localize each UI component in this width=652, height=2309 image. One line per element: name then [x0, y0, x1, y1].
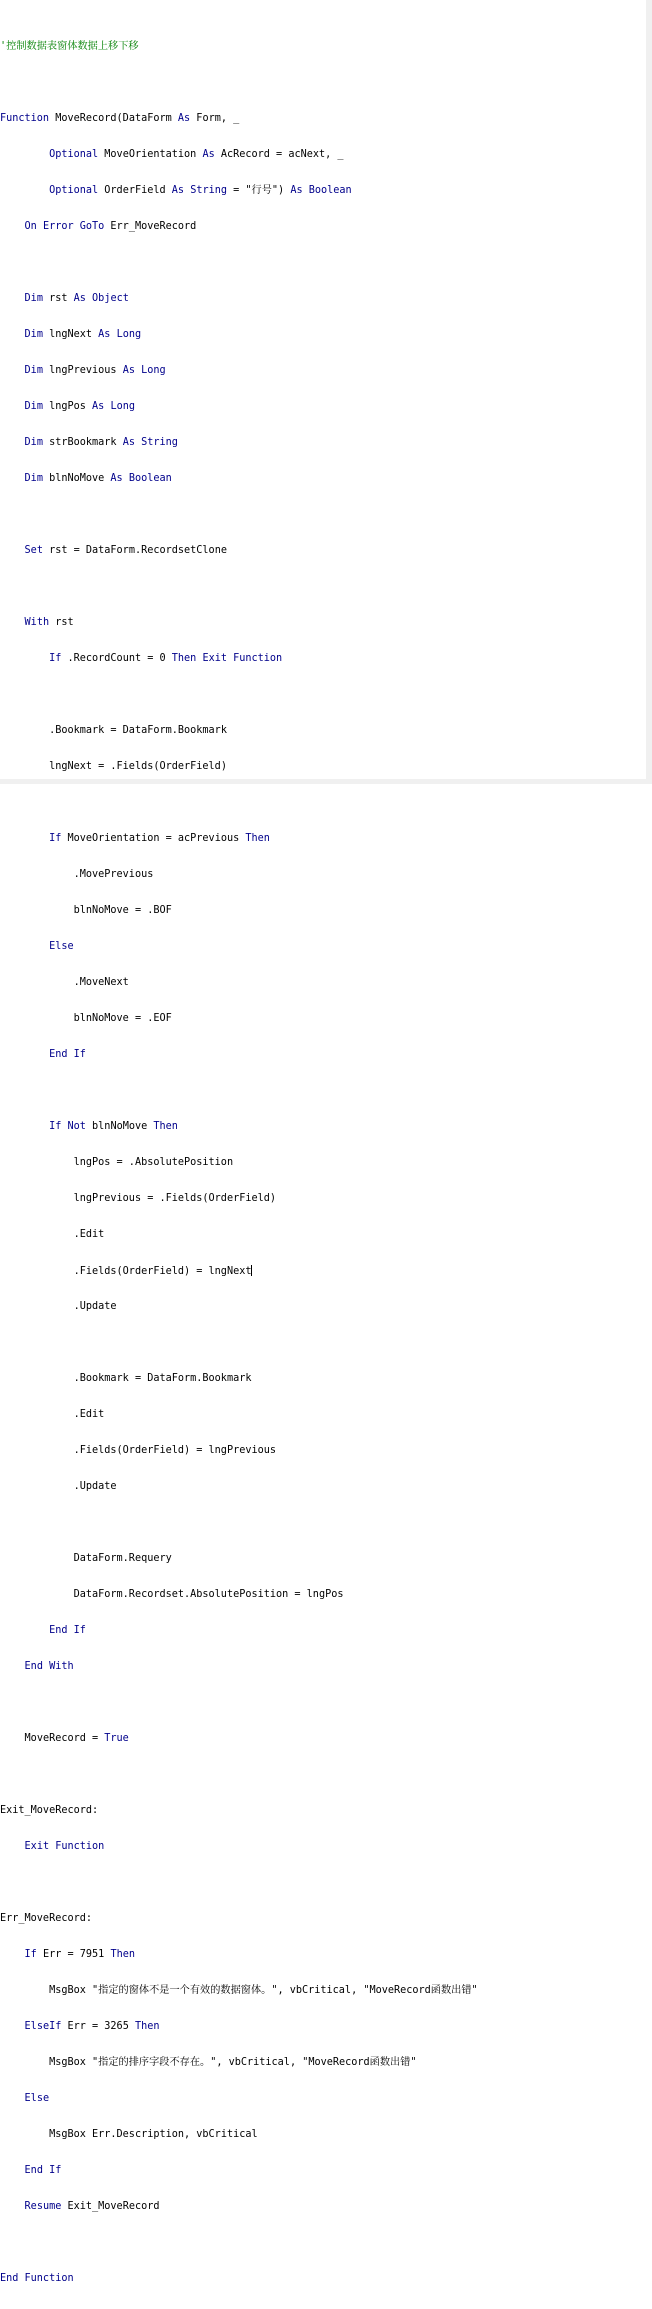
- code-line: [0, 1661, 646, 1673]
- code-line: [0, 1553, 646, 1565]
- keyword: Dim: [24, 401, 43, 412]
- code-line: [0, 2093, 646, 2105]
- keyword: Function: [0, 113, 50, 124]
- code-line: [0, 1769, 646, 1781]
- keyword: As: [73, 293, 86, 304]
- code-line: [0, 545, 646, 557]
- code-line: [0, 113, 646, 125]
- code-line: [0, 1409, 646, 1421]
- keyword: As: [290, 185, 303, 196]
- code-text: Exit_MoveRecord:: [0, 1805, 99, 1816]
- code-text: .Update: [73, 1481, 117, 1492]
- keyword: End If: [49, 1625, 86, 1636]
- code-comment: '控制数据表窗体数据上移下移: [0, 41, 139, 52]
- keyword: As: [122, 365, 135, 376]
- code-text: MoveOrientation: [98, 149, 203, 160]
- code-text: .Edit: [73, 1229, 105, 1240]
- keyword: If: [49, 833, 62, 844]
- keyword: ElseIf: [24, 2021, 62, 2032]
- code-text: Err = 3265: [61, 2021, 135, 2032]
- code-line: [0, 473, 646, 485]
- code-text: Exit_MoveRecord: [61, 2201, 160, 2212]
- code-line: [0, 1013, 646, 1025]
- code-line: [0, 365, 646, 377]
- code-line: [0, 437, 646, 449]
- keyword: Else: [24, 2093, 50, 2104]
- keyword: Dim: [24, 329, 43, 340]
- code-line: [0, 185, 646, 197]
- keyword: With: [24, 617, 50, 628]
- code-line: [0, 257, 646, 269]
- code-line: [0, 293, 646, 305]
- code-line: [0, 1481, 646, 1493]
- code-line: [0, 1697, 646, 1709]
- keyword: End Function: [0, 2273, 74, 2284]
- code-text: lngPrevious: [42, 365, 123, 376]
- keyword: As: [110, 473, 123, 484]
- code-line: [0, 1193, 646, 1205]
- code-text: lngPrevious = .Fields(OrderField): [73, 1193, 277, 1204]
- text-cursor: [251, 1265, 252, 1276]
- code-text: = "行号"): [227, 185, 291, 196]
- code-line: [0, 149, 646, 161]
- keyword: Set: [24, 545, 43, 556]
- code-text: lngNext = .Fields(OrderField): [49, 761, 227, 772]
- keyword: As: [202, 149, 215, 160]
- code-line: [0, 1229, 646, 1241]
- code-text: DataForm.Recordset.AbsolutePosition = lngPos: [73, 1589, 344, 1600]
- keyword: Dim: [24, 437, 43, 448]
- keyword: If: [49, 1121, 62, 1132]
- code-line: [0, 2057, 646, 2069]
- code-text: blnNoMove: [42, 473, 111, 484]
- code-text: Err_MoveRecord: [104, 221, 197, 232]
- code-text: OrderField: [98, 185, 172, 196]
- keyword: If: [49, 653, 62, 664]
- code-line: [0, 2165, 646, 2177]
- code-line: [0, 1121, 646, 1133]
- code-text: MsgBox "指定的排序字段不存在。", vbCritical, "MoveRecord函数出错": [49, 2057, 417, 2068]
- code-text: DataForm.Requery: [73, 1553, 172, 1564]
- keyword: Exit Function: [202, 653, 283, 664]
- code-line: [0, 941, 646, 953]
- keyword: Then: [245, 833, 270, 844]
- keyword: String: [141, 437, 178, 448]
- code-text: rst: [49, 617, 74, 628]
- code-line: [0, 1625, 646, 1637]
- code-text: .Bookmark = DataForm.Bookmark: [73, 1373, 252, 1384]
- code-text: lngPos = .AbsolutePosition: [73, 1157, 234, 1168]
- code-line: [0, 1877, 646, 1889]
- code-text: Err = 7951: [36, 1949, 111, 1960]
- code-line: [0, 2237, 646, 2249]
- keyword: Else: [49, 941, 74, 952]
- code-line: [0, 1301, 646, 1313]
- code-line: [0, 329, 646, 341]
- keyword: On Error GoTo: [24, 221, 105, 232]
- keyword: Dim: [24, 365, 43, 376]
- keyword: True: [104, 1733, 129, 1744]
- code-text: blnNoMove = .EOF: [73, 1013, 172, 1024]
- code-text: MoveOrientation = acPrevious: [61, 833, 246, 844]
- keyword: Long: [116, 329, 142, 340]
- code-line: [0, 1157, 646, 1169]
- horizontal-scrollbar[interactable]: [0, 779, 652, 784]
- code-line: [0, 41, 646, 53]
- code-line: [0, 617, 646, 629]
- code-text: lngPos: [42, 401, 93, 412]
- code-line: [0, 2129, 646, 2141]
- code-line: [0, 653, 646, 665]
- code-line: [0, 581, 646, 593]
- code-line: [0, 1373, 646, 1385]
- code-line: [0, 1733, 646, 1745]
- code-line: [0, 401, 646, 413]
- keyword: Exit Function: [24, 1841, 105, 1852]
- keyword: Dim: [24, 473, 43, 484]
- keyword: Long: [110, 401, 135, 412]
- keyword: If: [24, 1949, 37, 1960]
- keyword: As: [171, 185, 185, 196]
- code-text: strBookmark: [42, 437, 123, 448]
- code-line: [0, 2273, 646, 2285]
- code-text: .Update: [73, 1301, 117, 1312]
- code-line: [0, 509, 646, 521]
- code-line: [0, 1913, 646, 1925]
- code-line: [0, 2021, 646, 2033]
- code-text: Form, _: [190, 113, 240, 124]
- code-line: [0, 1949, 646, 1961]
- code-line: [0, 1805, 646, 1817]
- keyword: As: [122, 437, 135, 448]
- code-text: lngNext: [42, 329, 99, 340]
- keyword: End With: [24, 1661, 74, 1672]
- vertical-scrollbar[interactable]: [646, 0, 652, 784]
- keyword: End If: [24, 2165, 62, 2176]
- keyword: Then: [110, 1949, 135, 1960]
- code-text: .Edit: [73, 1409, 105, 1420]
- code-text: .MovePrevious: [73, 869, 154, 880]
- code-text: blnNoMove = .BOF: [73, 905, 172, 916]
- keyword: Object: [92, 293, 129, 304]
- code-text: MsgBox "指定的窗体不是一个有效的数据窗体。", vbCritical, "MoveRecord函数出错": [49, 1985, 478, 1996]
- code-text: Err_MoveRecord:: [0, 1913, 93, 1924]
- keyword: As: [92, 401, 105, 412]
- keyword: Dim: [24, 293, 43, 304]
- code-text: .Bookmark = DataForm.Bookmark: [49, 725, 227, 736]
- code-text: MsgBox Err.Description, vbCritical: [49, 2129, 258, 2140]
- code-line: [0, 1841, 646, 1853]
- code-line: [0, 1517, 646, 1529]
- code-text: rst = DataForm.RecordsetClone: [42, 545, 227, 556]
- code-text: blnNoMove: [85, 1121, 154, 1132]
- keyword: Then: [153, 1121, 178, 1132]
- code-line: [0, 1337, 646, 1349]
- keyword: Optional: [49, 185, 99, 196]
- keyword: Then: [134, 2021, 160, 2032]
- code-line: [0, 77, 646, 89]
- code-line: [0, 797, 646, 809]
- code-text: AcRecord = acNext, _: [214, 149, 344, 160]
- code-line: [0, 905, 646, 917]
- code-line: [0, 1985, 646, 1997]
- keyword: Boolean: [128, 473, 172, 484]
- code-line: [0, 689, 646, 701]
- keyword: End If: [49, 1049, 86, 1060]
- code-line: [0, 761, 646, 773]
- code-line: [0, 869, 646, 881]
- code-text: .Fields(OrderField) = lngPrevious: [73, 1445, 277, 1456]
- code-line: [0, 725, 646, 737]
- keyword: Boolean: [308, 185, 352, 196]
- code-line: [0, 2201, 646, 2213]
- code-text: .RecordCount = 0: [61, 653, 172, 664]
- keyword: String: [190, 185, 227, 196]
- keyword: Then: [171, 653, 197, 664]
- code-line: [0, 1265, 646, 1277]
- code-text: MoveRecord(DataForm: [55, 113, 178, 124]
- keyword: As: [177, 113, 191, 124]
- keyword: Optional: [49, 149, 99, 160]
- code-text: .Fields(OrderField) = lngNext: [73, 1266, 252, 1277]
- code-line: [0, 1589, 646, 1601]
- keyword: Not: [67, 1121, 86, 1132]
- code-line: [0, 1445, 646, 1457]
- code-line: [0, 1085, 646, 1097]
- keyword: Long: [141, 365, 166, 376]
- code-line: [0, 1049, 646, 1061]
- code-line: [0, 977, 646, 989]
- code-text: MoveRecord =: [24, 1733, 105, 1744]
- code-line: [0, 221, 646, 233]
- code-line: [0, 833, 646, 845]
- code-text: .MoveNext: [73, 977, 129, 988]
- keyword: Resume: [24, 2201, 62, 2212]
- keyword: As: [98, 329, 111, 340]
- code-text: rst: [42, 293, 74, 304]
